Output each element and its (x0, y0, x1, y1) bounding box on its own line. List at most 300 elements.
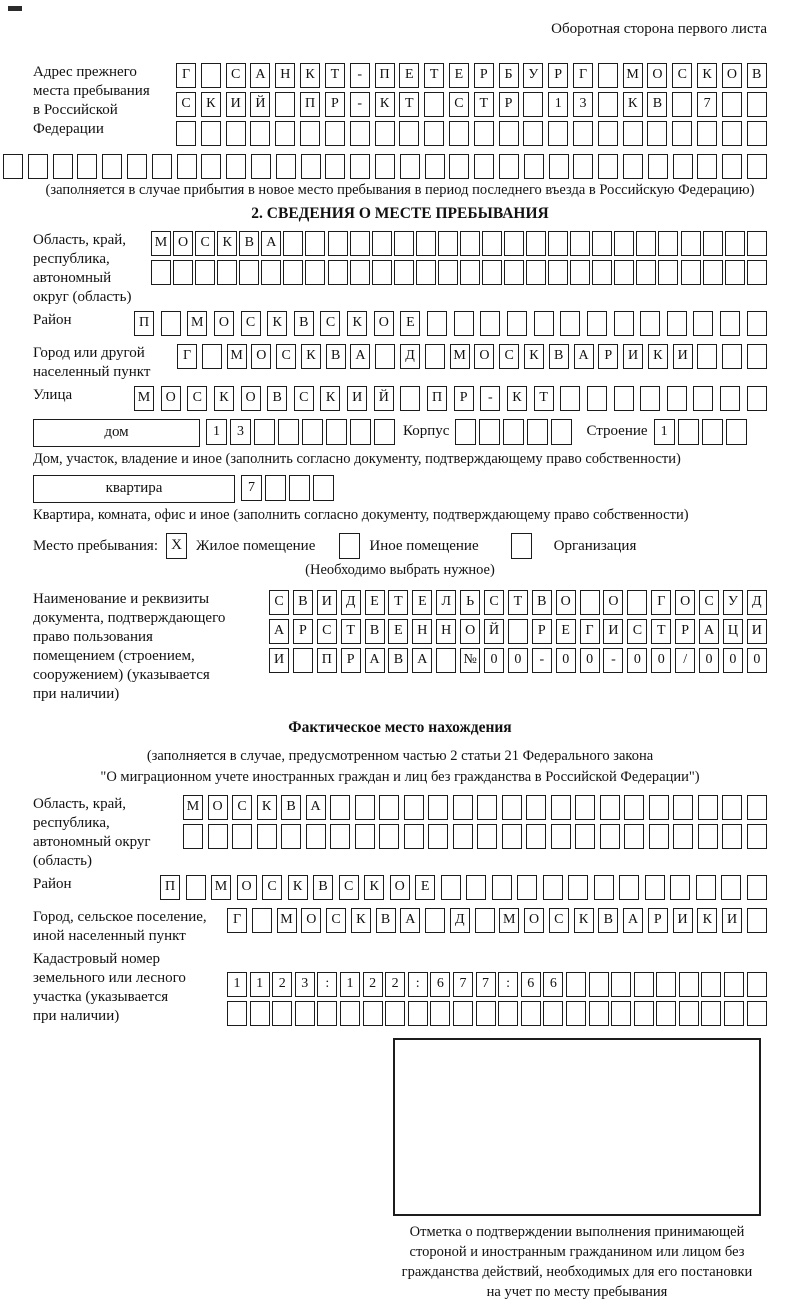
form-cell[interactable] (640, 386, 660, 411)
form-cell[interactable] (455, 419, 476, 445)
form-cell[interactable] (313, 475, 334, 501)
form-cell[interactable] (425, 908, 445, 933)
form-cell[interactable] (428, 824, 448, 849)
form-cell[interactable] (575, 795, 595, 820)
form-cell[interactable]: У (523, 63, 543, 88)
form-cell[interactable] (611, 1001, 631, 1026)
stay-checkbox-inoe[interactable] (339, 533, 360, 559)
form-cell[interactable] (747, 92, 767, 117)
form-cell[interactable] (573, 154, 593, 179)
form-cell[interactable]: О (722, 63, 742, 88)
form-cell[interactable]: К (300, 63, 320, 88)
form-cell[interactable] (504, 260, 524, 285)
form-cell[interactable] (498, 1001, 518, 1026)
form-cell[interactable] (747, 972, 767, 997)
form-cell[interactable] (232, 824, 252, 849)
form-cell[interactable] (548, 231, 568, 256)
form-cell[interactable] (526, 824, 546, 849)
form-cell[interactable] (350, 260, 370, 285)
form-cell[interactable]: : (408, 972, 428, 997)
form-cell[interactable]: К (347, 311, 367, 336)
form-cell[interactable]: П (427, 386, 447, 411)
form-cell[interactable] (649, 795, 669, 820)
form-cell[interactable]: И (603, 619, 623, 644)
form-cell[interactable]: 0 (508, 648, 528, 673)
form-cell[interactable]: С (699, 590, 719, 615)
form-cell[interactable]: 1 (654, 419, 675, 445)
form-cell[interactable] (573, 121, 593, 146)
form-cell[interactable] (441, 875, 461, 900)
form-cell[interactable]: О (556, 590, 576, 615)
form-cell[interactable]: Т (651, 619, 671, 644)
form-cell[interactable] (551, 824, 571, 849)
form-cell[interactable] (614, 386, 634, 411)
form-cell[interactable] (177, 154, 197, 179)
form-cell[interactable]: И (226, 92, 246, 117)
form-cell[interactable] (239, 260, 259, 285)
form-cell[interactable] (276, 154, 296, 179)
form-cell[interactable] (681, 260, 701, 285)
form-cell[interactable] (598, 154, 618, 179)
form-cell[interactable] (350, 121, 370, 146)
form-cell[interactable]: В (281, 795, 301, 820)
form-cell[interactable] (480, 311, 500, 336)
form-cell[interactable] (350, 154, 370, 179)
form-cell[interactable]: Т (534, 386, 554, 411)
form-cell[interactable] (673, 824, 693, 849)
form-cell[interactable]: Т (424, 63, 444, 88)
form-cell[interactable]: 0 (651, 648, 671, 673)
form-cell[interactable] (350, 231, 370, 256)
form-cell[interactable]: И (747, 619, 767, 644)
form-cell[interactable]: Д (400, 344, 420, 369)
form-cell[interactable]: 1 (250, 972, 270, 997)
form-cell[interactable] (202, 344, 222, 369)
form-cell[interactable] (152, 154, 172, 179)
form-cell[interactable]: С (484, 590, 504, 615)
form-cell[interactable] (250, 121, 270, 146)
form-cell[interactable] (598, 92, 618, 117)
form-cell[interactable] (400, 386, 420, 411)
form-cell[interactable]: 0 (627, 648, 647, 673)
form-cell[interactable] (725, 231, 745, 256)
form-cell[interactable]: № (460, 648, 480, 673)
form-cell[interactable] (521, 1001, 541, 1026)
form-cell[interactable] (667, 386, 687, 411)
form-cell[interactable]: Ь (460, 590, 480, 615)
form-cell[interactable] (720, 386, 740, 411)
form-cell[interactable] (624, 795, 644, 820)
form-cell[interactable]: К (574, 908, 594, 933)
form-cell[interactable]: Н (275, 63, 295, 88)
form-cell[interactable]: К (697, 63, 717, 88)
form-cell[interactable] (551, 419, 572, 445)
form-cell[interactable] (566, 1001, 586, 1026)
form-cell[interactable]: О (474, 344, 494, 369)
form-cell[interactable]: - (480, 386, 500, 411)
form-cell[interactable] (227, 1001, 247, 1026)
form-cell[interactable] (587, 311, 607, 336)
form-cell[interactable] (648, 154, 668, 179)
form-cell[interactable] (375, 344, 395, 369)
form-cell[interactable]: К (524, 344, 544, 369)
form-cell[interactable] (374, 419, 395, 445)
form-cell[interactable] (502, 795, 522, 820)
form-cell[interactable]: К (507, 386, 527, 411)
form-cell[interactable]: К (648, 344, 668, 369)
form-cell[interactable] (375, 121, 395, 146)
form-cell[interactable]: О (251, 344, 271, 369)
form-cell[interactable]: П (375, 63, 395, 88)
form-cell[interactable]: Г (176, 63, 196, 88)
form-cell[interactable] (127, 154, 147, 179)
form-cell[interactable] (747, 121, 767, 146)
form-cell[interactable]: 0 (747, 648, 767, 673)
form-cell[interactable]: К (217, 231, 237, 256)
form-cell[interactable]: О (208, 795, 228, 820)
form-cell[interactable] (254, 419, 275, 445)
form-cell[interactable] (656, 972, 676, 997)
form-cell[interactable]: 1 (548, 92, 568, 117)
form-cell[interactable] (534, 311, 554, 336)
form-cell[interactable] (394, 231, 414, 256)
form-cell[interactable] (176, 121, 196, 146)
form-cell[interactable] (404, 795, 424, 820)
form-cell[interactable] (53, 154, 73, 179)
form-cell[interactable]: 1 (206, 419, 227, 445)
form-cell[interactable]: С (241, 311, 261, 336)
form-cell[interactable]: О (374, 311, 394, 336)
form-cell[interactable] (722, 824, 742, 849)
form-cell[interactable] (722, 92, 742, 117)
form-cell[interactable]: К (697, 908, 717, 933)
form-cell[interactable] (614, 311, 634, 336)
form-cell[interactable]: 7 (697, 92, 717, 117)
form-cell[interactable]: И (269, 648, 289, 673)
form-cell[interactable] (507, 311, 527, 336)
form-cell[interactable] (747, 908, 767, 933)
form-cell[interactable] (195, 260, 215, 285)
form-cell[interactable] (77, 154, 97, 179)
form-cell[interactable] (587, 386, 607, 411)
form-cell[interactable] (372, 231, 392, 256)
form-cell[interactable] (658, 260, 678, 285)
form-cell[interactable]: Т (399, 92, 419, 117)
form-cell[interactable]: Р (548, 63, 568, 88)
form-cell[interactable] (375, 154, 395, 179)
form-cell[interactable] (305, 260, 325, 285)
form-cell[interactable]: Г (580, 619, 600, 644)
form-cell[interactable]: П (160, 875, 180, 900)
form-cell[interactable] (697, 121, 717, 146)
form-cell[interactable]: Т (325, 63, 345, 88)
form-cell[interactable] (306, 824, 326, 849)
form-cell[interactable] (672, 92, 692, 117)
form-cell[interactable]: М (227, 344, 247, 369)
form-cell[interactable]: Р (293, 619, 313, 644)
form-cell[interactable]: С (294, 386, 314, 411)
form-cell[interactable]: И (673, 344, 693, 369)
form-cell[interactable]: К (201, 92, 221, 117)
form-cell[interactable] (400, 154, 420, 179)
form-cell[interactable]: Й (250, 92, 270, 117)
form-cell[interactable] (747, 795, 767, 820)
form-cell[interactable]: И (673, 908, 693, 933)
form-cell[interactable]: Г (227, 908, 247, 933)
form-cell[interactable] (416, 260, 436, 285)
form-cell[interactable]: 2 (385, 972, 405, 997)
form-cell[interactable] (697, 344, 717, 369)
form-cell[interactable] (151, 260, 171, 285)
form-cell[interactable] (425, 154, 445, 179)
form-cell[interactable] (703, 260, 723, 285)
form-cell[interactable] (623, 121, 643, 146)
form-cell[interactable]: Г (573, 63, 593, 88)
form-cell[interactable] (295, 1001, 315, 1026)
form-cell[interactable] (679, 972, 699, 997)
form-cell[interactable] (394, 260, 414, 285)
form-cell[interactable] (724, 1001, 744, 1026)
form-cell[interactable]: К (288, 875, 308, 900)
form-cell[interactable]: С (262, 875, 282, 900)
form-cell[interactable] (720, 311, 740, 336)
form-cell[interactable] (645, 875, 665, 900)
form-cell[interactable] (330, 824, 350, 849)
form-cell[interactable]: С (499, 344, 519, 369)
form-cell[interactable]: И (623, 344, 643, 369)
form-cell[interactable] (460, 231, 480, 256)
form-cell[interactable]: Г (651, 590, 671, 615)
form-cell[interactable] (305, 231, 325, 256)
form-cell[interactable] (257, 824, 277, 849)
form-cell[interactable] (575, 824, 595, 849)
form-cell[interactable] (568, 875, 588, 900)
form-cell[interactable] (614, 260, 634, 285)
form-cell[interactable]: К (214, 386, 234, 411)
form-cell[interactable]: Р (499, 92, 519, 117)
form-cell[interactable]: Р (648, 908, 668, 933)
form-cell[interactable]: О (214, 311, 234, 336)
form-cell[interactable]: Е (449, 63, 469, 88)
form-cell[interactable]: 1 (227, 972, 247, 997)
form-cell[interactable] (600, 795, 620, 820)
form-cell[interactable]: 2 (363, 972, 383, 997)
form-cell[interactable] (385, 1001, 405, 1026)
form-cell[interactable] (326, 419, 347, 445)
form-cell[interactable] (217, 260, 237, 285)
form-cell[interactable]: В (747, 63, 767, 88)
form-cell[interactable] (482, 260, 502, 285)
form-cell[interactable]: Т (474, 92, 494, 117)
form-cell[interactable]: А (623, 908, 643, 933)
form-cell[interactable] (265, 475, 286, 501)
form-cell[interactable] (549, 154, 569, 179)
form-cell[interactable]: П (134, 311, 154, 336)
form-cell[interactable]: С (449, 92, 469, 117)
form-cell[interactable]: С (317, 619, 337, 644)
form-cell[interactable] (523, 92, 543, 117)
form-cell[interactable] (476, 1001, 496, 1026)
form-cell[interactable]: М (151, 231, 171, 256)
form-cell[interactable] (300, 121, 320, 146)
form-cell[interactable] (747, 1001, 767, 1026)
form-cell[interactable]: С (320, 311, 340, 336)
form-cell[interactable] (425, 344, 445, 369)
form-cell[interactable] (281, 824, 301, 849)
form-cell[interactable] (261, 260, 281, 285)
form-cell[interactable] (634, 972, 654, 997)
form-cell[interactable] (517, 875, 537, 900)
form-cell[interactable]: А (269, 619, 289, 644)
form-cell[interactable]: О (237, 875, 257, 900)
form-cell[interactable]: С (269, 590, 289, 615)
form-cell[interactable]: В (388, 648, 408, 673)
form-cell[interactable]: М (183, 795, 203, 820)
form-cell[interactable]: О (524, 908, 544, 933)
form-cell[interactable] (526, 231, 546, 256)
form-cell[interactable] (317, 1001, 337, 1026)
form-cell[interactable]: В (376, 908, 396, 933)
form-cell[interactable] (566, 972, 586, 997)
form-cell[interactable] (252, 908, 272, 933)
form-cell[interactable] (355, 824, 375, 849)
form-cell[interactable] (526, 260, 546, 285)
form-cell[interactable]: Л (436, 590, 456, 615)
form-cell[interactable]: Г (177, 344, 197, 369)
form-cell[interactable]: 0 (699, 648, 719, 673)
form-cell[interactable]: С (672, 63, 692, 88)
form-cell[interactable]: М (187, 311, 207, 336)
form-cell[interactable]: С (176, 92, 196, 117)
form-cell[interactable] (427, 311, 447, 336)
form-cell[interactable]: - (350, 92, 370, 117)
form-cell[interactable] (183, 824, 203, 849)
form-cell[interactable]: П (317, 648, 337, 673)
form-cell[interactable] (283, 260, 303, 285)
form-cell[interactable]: Д (450, 908, 470, 933)
form-cell[interactable] (697, 154, 717, 179)
form-cell[interactable]: В (647, 92, 667, 117)
form-cell[interactable] (226, 121, 246, 146)
form-cell[interactable]: : (317, 972, 337, 997)
form-cell[interactable] (340, 1001, 360, 1026)
form-cell[interactable] (474, 154, 494, 179)
form-cell[interactable] (623, 154, 643, 179)
form-cell[interactable] (436, 648, 456, 673)
form-cell[interactable]: О (161, 386, 181, 411)
form-cell[interactable] (102, 154, 122, 179)
form-cell[interactable] (543, 1001, 563, 1026)
form-cell[interactable] (453, 1001, 473, 1026)
form-cell[interactable] (747, 231, 767, 256)
form-cell[interactable] (672, 121, 692, 146)
form-cell[interactable]: Р (532, 619, 552, 644)
form-cell[interactable] (726, 419, 747, 445)
form-cell[interactable]: А (699, 619, 719, 644)
form-cell[interactable] (482, 231, 502, 256)
form-cell[interactable] (355, 795, 375, 820)
form-cell[interactable] (3, 154, 23, 179)
form-cell[interactable]: М (623, 63, 643, 88)
form-cell[interactable]: В (326, 344, 346, 369)
form-cell[interactable] (747, 154, 767, 179)
form-cell[interactable] (589, 972, 609, 997)
form-cell[interactable]: К (364, 875, 384, 900)
form-cell[interactable]: М (450, 344, 470, 369)
form-cell[interactable]: В (239, 231, 259, 256)
form-cell[interactable] (399, 121, 419, 146)
form-cell[interactable] (701, 1001, 721, 1026)
form-cell[interactable]: - (603, 648, 623, 673)
form-cell[interactable] (161, 311, 181, 336)
form-cell[interactable] (251, 154, 271, 179)
form-cell[interactable]: А (412, 648, 432, 673)
form-cell[interactable] (527, 419, 548, 445)
form-cell[interactable] (302, 419, 323, 445)
form-cell[interactable] (508, 619, 528, 644)
form-cell[interactable]: А (306, 795, 326, 820)
form-cell[interactable]: С (187, 386, 207, 411)
form-cell[interactable] (504, 231, 524, 256)
form-cell[interactable] (560, 311, 580, 336)
form-cell[interactable]: В (293, 590, 313, 615)
form-cell[interactable]: О (647, 63, 667, 88)
form-cell[interactable]: 7 (453, 972, 473, 997)
form-cell[interactable]: Е (412, 590, 432, 615)
form-cell[interactable]: М (277, 908, 297, 933)
form-cell[interactable]: Е (388, 619, 408, 644)
form-cell[interactable]: Т (388, 590, 408, 615)
form-cell[interactable] (430, 1001, 450, 1026)
form-cell[interactable] (656, 1001, 676, 1026)
form-cell[interactable] (372, 260, 392, 285)
form-cell[interactable]: Р (341, 648, 361, 673)
form-cell[interactable] (698, 795, 718, 820)
form-cell[interactable] (438, 231, 458, 256)
form-cell[interactable]: С (276, 344, 296, 369)
form-cell[interactable] (503, 419, 524, 445)
form-cell[interactable]: 7 (241, 475, 262, 501)
form-cell[interactable]: К (301, 344, 321, 369)
form-cell[interactable] (724, 972, 744, 997)
form-cell[interactable]: Е (400, 311, 420, 336)
form-cell[interactable] (453, 795, 473, 820)
form-cell[interactable] (647, 121, 667, 146)
form-cell[interactable]: А (250, 63, 270, 88)
form-cell[interactable] (293, 648, 313, 673)
form-cell[interactable]: В (267, 386, 287, 411)
form-cell[interactable] (350, 419, 371, 445)
form-cell[interactable] (278, 419, 299, 445)
stay-checkbox-org[interactable] (511, 533, 532, 559)
form-cell[interactable]: В (549, 344, 569, 369)
form-cell[interactable]: Д (341, 590, 361, 615)
form-cell[interactable]: Е (556, 619, 576, 644)
form-cell[interactable] (693, 311, 713, 336)
form-cell[interactable] (693, 386, 713, 411)
form-cell[interactable] (453, 824, 473, 849)
form-cell[interactable]: - (532, 648, 552, 673)
form-cell[interactable]: К (320, 386, 340, 411)
form-cell[interactable] (325, 121, 345, 146)
form-cell[interactable] (328, 260, 348, 285)
form-cell[interactable] (173, 260, 193, 285)
form-cell[interactable] (275, 92, 295, 117)
form-cell[interactable]: С (549, 908, 569, 933)
form-cell[interactable] (614, 231, 634, 256)
form-cell[interactable] (667, 311, 687, 336)
form-cell[interactable]: Й (374, 386, 394, 411)
